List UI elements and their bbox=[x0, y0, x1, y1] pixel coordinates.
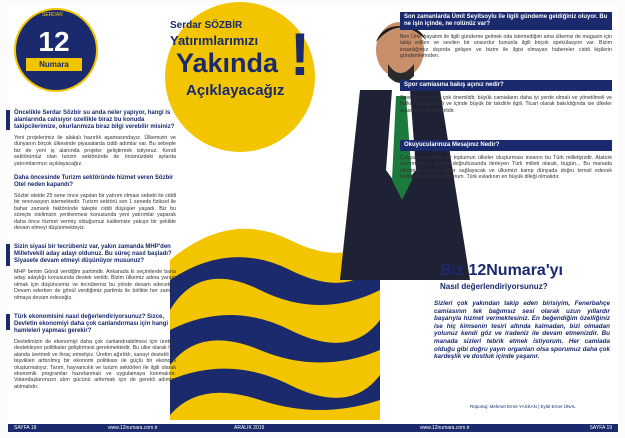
left-qa-3 bbox=[6, 244, 176, 301]
footer-left bbox=[8, 424, 300, 432]
left-qa-1-question: Öncelikle Serdar Sözbir su anda neler yapıyor, hangi is alanlarında calısıyor ozellikle biraz bu konuda takipcilerimize, okurlarımıza biraz bilgi verebilir misiniz? bbox=[14, 110, 175, 130]
logo-number: 12 bbox=[38, 26, 70, 57]
logo-top-text: SERDAR bbox=[42, 12, 63, 18]
biz-subtitle: Nasıl değerlendiriyorsunuz? bbox=[440, 282, 548, 291]
right-qa-1-question: Son zamanlarda Ümit Seyitsoylu ile ilgili gündeme geldiğiniz oluyor. Bu ne işin içinde, ne rolünüz var? bbox=[400, 12, 612, 30]
right-qa-1-answer: Ben Ümit hayatım ile ilgili gündeme gelmek oda istemediğim ama ülkemiz de magazin için takip edilen ve sevilen bir unsurdur bununla ilgili birçok spekülasyon var. Bizim insanlığımız dışında gelişen ve bizim ile ilgisi olmayan habereler ciddi kişilerin gündemlerinden. bbox=[400, 34, 612, 60]
qa-accent-bar bbox=[6, 314, 10, 330]
right-qa-2-question: Spor camiasına bakış açınız nedir? bbox=[400, 80, 612, 91]
footer-right-page: SAYFA 19 bbox=[589, 425, 612, 431]
left-qa-3-question: Sizin siyasi bir tecrübeniz var, yakın zamanda MHP'den Milletvekili aday adayı oldunuz. Bu süreç nasıl başladı? Siyasete devam etmeyi düşünüyor musunuz? bbox=[14, 244, 172, 264]
right-qa-3 bbox=[400, 140, 612, 181]
qa-accent-bar bbox=[6, 244, 10, 266]
magazine-logo bbox=[14, 8, 96, 90]
left-qa-3-answer: MHP benim Gönül verdiğim partimdir. Ankarada ki seçimlerde bana aday adaylığı konusunda destek verildi. Bizim ülkemiz adına yararlı olmak için düşüncemiz ve tecrübemiz bu yönde devam edecektir. Devam ederken de gönül verdiğimiz partimiz ile birlikte her zaman olmaya devam edeceğiz. bbox=[14, 269, 176, 301]
footer-right-url[interactable]: www.12numara.com.tr bbox=[420, 425, 470, 431]
left-qa-1-answer: Yeni projelerimiz ile alakalı hazırlık aşamasındayız. Ülkemizin ve dünyanın birçok ülkesinde piyasalarda ciddi adımlar var. Bu sebeple biz de yeni iş alanında projeler geliştirmek istiyoruz. Kendi sektörümüz olan turizm sektöründe de önümüzdeki aylarda yatırımlarımızı açıklayacağız. bbox=[14, 135, 176, 167]
headline-exclaim: ! bbox=[290, 21, 310, 88]
left-qa-4-answer: Devletimizin de ekonomiyi daha çok canlandırabilmesi için üretimi destekleyen politikalar geliştirmesi gerekmektedir. Bu ülke olarak her alanda üretmeli ve ihraç etmeliyiz. Üretim ağırlıklı, sanayi destekli ve teşvikleri arttırılmış bir ekonomi politikası ile güçlü bir ekonomi oluşturmalıyız. Tarım, hayvancılık ve turizm sektörleri ile ilgili olarak ekonomik programlar hazırlanmalı ve uygulamaya konmalıdır. Vatandaşlarımızın alım gücünü arttırmak için de gerekli adımlar atılmalıdır. bbox=[14, 339, 176, 390]
footer-right bbox=[300, 424, 618, 432]
qa-accent-bar bbox=[6, 110, 10, 130]
right-qa-1 bbox=[400, 12, 612, 60]
headline-line3: Açıklayacağız bbox=[186, 82, 285, 99]
right-qa-2 bbox=[400, 80, 612, 114]
biz-body: Sizleri çok yakından takip eden birisiyim, Fenerbahçe camiasının tek bağımsız sesi olarak uzun yıllardır başarıyla hizmet vermektesiniz. En beğendiğim özelliğiniz ise hiç kimsenin tesiri altında kalmadan, bizi olmadan yolunuz kendi göz ve iradeniz ile devam etmenizdir. Bu manada sizleri tebrik etmek istiyorum. Her camiada olduğu gibi doğru yayın organları olsa sporumuz daha çok kardeşlik ve dostluk içinde yaşanır. bbox=[434, 300, 610, 361]
left-qa-2-answer: Sözbir otelde 25 sene önce yapılan bir yatırım olması sebebi ile ciddi bir renovasyon istemektedir. Turizm sektörü son 1 senede fiziksel ile bahar zamanlı faktöründe talepte ciddi düşüşler yaşadı. Biz bu süreçte otelimizin yenilenmesi konusunda yeni yatırımlar yaparak daha önce hizmet vermiş olduğumuz kalitemize yakışır bir şekilde devam etmeyi düşünmekteyiz. bbox=[14, 193, 176, 232]
headline-line2: Yakında bbox=[176, 48, 279, 78]
logo-sub: Numara bbox=[26, 58, 82, 71]
left-qa-4 bbox=[6, 314, 176, 390]
left-qa-1 bbox=[6, 110, 176, 167]
right-qa-3-answer: Çalışan ve üreten bir toplumun ülkeler oluşturması insanın bu Türk milletiyizdir. Atatürk devrimleri ve ilkeleri doğrultusunda ilerleyen Türk milleti olarak, bugün... Bu manada ülkemize katma değer sağlayacak ve ülkemizi kamp dünyada doğru temsil edecek herkese teşekkür ediyorum. Türk evladının en büyük dileği olmalıdır. bbox=[400, 155, 612, 181]
left-qa-2-question: Daha öncesinde Turizm sektöründe hizmet veren Sözbir Otel neden kapandı? bbox=[14, 175, 174, 188]
biz-title: Biz 12Numara'yı bbox=[440, 262, 563, 279]
left-qa-4-question: Türk ekonomisini nasıl değerlendiriyorsunuz? Sizce, Devletin ekonomiyi daha çok canlandırması için hangi hamleleri yapması gerekir? bbox=[14, 314, 169, 334]
right-qa-3-question: Okuyucularınıza Mesajınız Nedir? bbox=[400, 140, 612, 151]
footer-left-page: SAYFA 18 bbox=[14, 425, 37, 431]
left-qa-2 bbox=[6, 175, 176, 231]
footer-left-url[interactable]: www.12numara.com.tr bbox=[108, 425, 158, 431]
reporter-credit: Röportaj: Mehmet Emre YASKAN | Eylül Erner ÜNAL bbox=[470, 404, 576, 409]
right-qa-2-answer: Spor ülkemiz için çok önemlidir, büyük camiaların daha iyi yerde olmalı ve yönetilmeli ve halkın kucaklamalı ve içinde büyük bir takdirle ilgili. Ticari olarak bakıldığında ise ülkeler arasında çok değerlidir. bbox=[400, 95, 612, 114]
footer-month: ARALIK 2019 bbox=[234, 425, 265, 431]
headline-line1: Yatırımlarımızı bbox=[170, 33, 259, 48]
headline-name: Serdar SÖZBİR bbox=[170, 20, 243, 31]
